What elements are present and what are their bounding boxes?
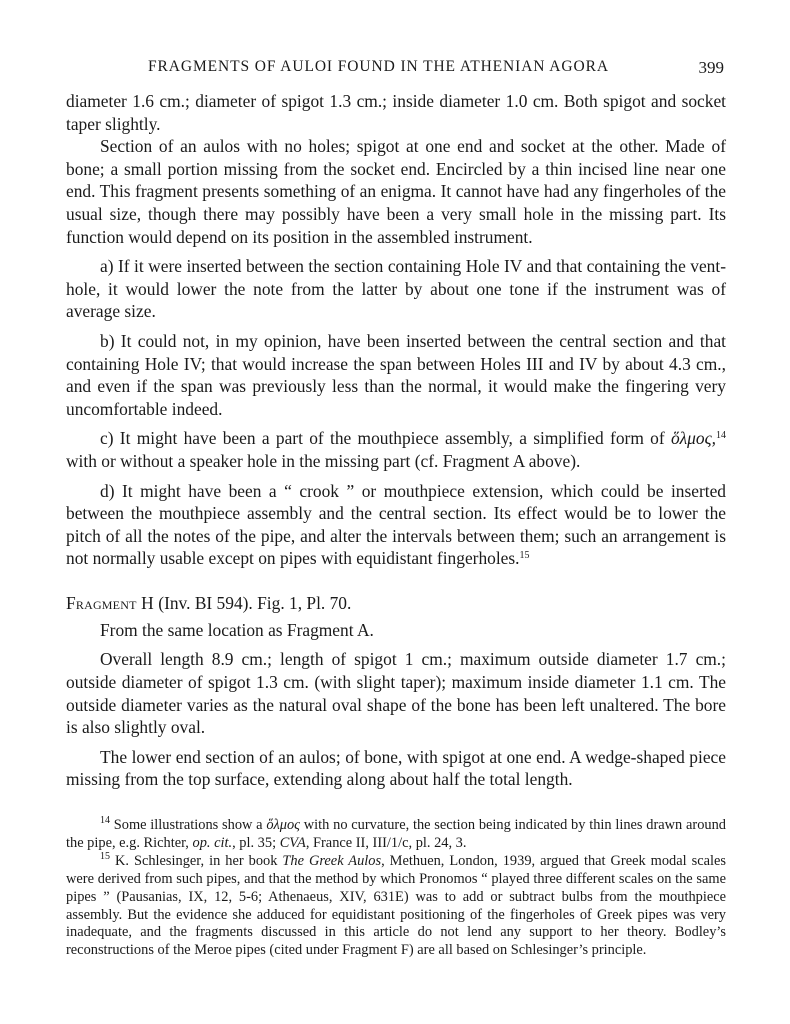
footnote-text: Some illustrations show a xyxy=(113,817,263,834)
footnote-14 xyxy=(66,817,726,852)
running-header xyxy=(66,58,726,82)
paragraph-location: From the same location as Fragment A. xyxy=(100,619,374,640)
paragraph-section-description: Section of an aulos with no holes; spigot at one end and socket at the other. Made of bone; a small portion missing from the socket end. Encircled by a thin incised line near one end. This fragment presents something of an enigma. It cannot have had any fingerholes of the usual size, though there may possibly have been a very small hole in the missing part. Its function would depend on its position in the assembled instrument. xyxy=(66,136,726,247)
paragraph-measurements: Overall length 8.9 cm.; length of spigot 1 cm.; maximum outside diameter 1.7 cm.; outside diameter of spigot 1.3 cm. (with slight taper); maximum inside diameter 1.1 cm. The outside diameter varies as the natural oval shape of the bone has been left unaltered. The bore is also slightly oval. xyxy=(66,649,726,738)
footnote-text: , France II, III/1/c, pl. 24, 3. xyxy=(305,834,467,851)
fragment-h-heading xyxy=(66,592,726,614)
citation-italic: CVA xyxy=(279,834,306,851)
footnote-15 xyxy=(66,853,726,959)
footnotes xyxy=(66,817,726,960)
footnote-ref-14[interactable]: 14 xyxy=(716,430,727,442)
fragment-h-label: Fragment H xyxy=(66,592,154,613)
paragraph-option-c xyxy=(66,427,726,472)
footnote-ref-15[interactable]: 15 xyxy=(519,550,530,562)
footnote-text: K. Schlesinger, in her book xyxy=(114,853,278,870)
main-text xyxy=(66,90,726,960)
book-title: The Greek Aulos xyxy=(282,853,382,870)
option-c-text-end: with or without a speaker hole in the missing part (cf. Fragment A above). xyxy=(66,450,581,471)
footnote-number: 14 xyxy=(100,815,110,827)
option-c-text-start: c) It might have been a part of the mouthpiece assembly, a simplified form of xyxy=(100,428,665,449)
greek-term: ὅλμος, xyxy=(670,428,717,449)
greek-term: ὅλμος xyxy=(266,817,301,834)
footnote-text: with no curvature, the section being indicated by thin lines drawn around the pipe, e.g. Richter, xyxy=(66,817,726,851)
page-number: 399 xyxy=(698,58,724,77)
paragraph-option-a: a) If it were inserted between the section containing Hole IV and that containing the vent-hole, it would lower the note from the latter by about one tone if the instrument was of average size. xyxy=(66,256,726,322)
footnote-text: , pl. 35; xyxy=(232,834,277,851)
paragraph-option-d xyxy=(66,480,726,570)
footnote-text: , Methuen, London, 1939, argued that Greek modal scales were derived from such pipes, and that the method by which Pronomos “ played three different scales on the same pipes ” (Pausanias, IX, 12, 5-6; Athenaeus, XIV, 631E) was to add or subtract bulbs from the mouthpiece assembly. But the evidence she adduced for equidistant positioning of the fingerholes of Greek pipes was very inadequate, and the fragments discussed in this article do not lend any support to her theory. Bodley’s reconstructions of the Meroe pipes (cited under Fragment F) are all based on Schlesinger’s principle. xyxy=(66,853,726,958)
citation-italic: op. cit. xyxy=(192,834,233,851)
paragraph-continued: diameter 1.6 cm.; diameter of spigot 1.3 cm.; inside diameter 1.0 cm. Both spigot and socket taper slightly. xyxy=(66,91,726,134)
running-title: FRAGMENTS OF AULOI FOUND IN THE ATHENIAN AGORA xyxy=(148,58,609,75)
footnote-number: 15 xyxy=(100,851,110,863)
fragment-h-inventory: (Inv. BI 594). Fig. 1, Pl. 70. xyxy=(158,592,352,613)
option-d-text: d) It might have been a “ crook ” or mouthpiece extension, which could be inserted between the mouthpiece assembly and the central section. Its effect would be to lower the pitch of all the notes of the pipe, and alter the intervals between them; such an arrangement is not normally usable except on pipes with equidistant fingerholes. xyxy=(66,480,726,569)
paragraph-description: The lower end section of an aulos; of bone, with spigot at one end. A wedge-shaped piece missing from the top surface, extending along about half the total length. xyxy=(66,746,726,790)
paragraph-option-b: b) It could not, in my opinion, have been inserted between the central section and that containing Hole IV; that would increase the span between Holes III and IV by about 4.3 cm., and even if the span was previously less than the normal, it would make the fingering very uncomfortable indeed. xyxy=(66,330,726,419)
